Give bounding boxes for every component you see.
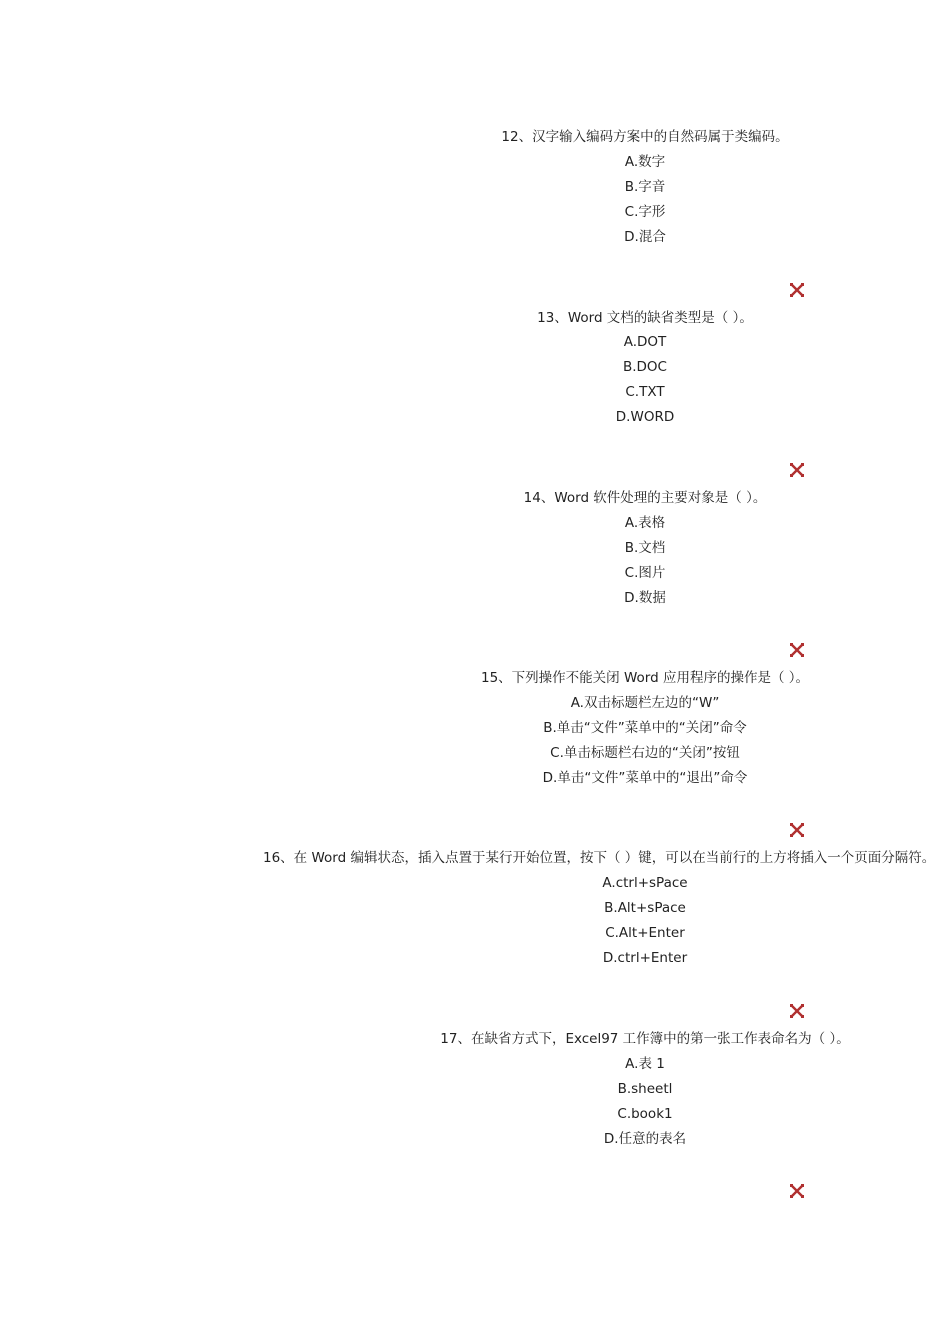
option-b: B.字音	[624, 179, 666, 195]
option-b: B.Alt+sPace	[604, 900, 686, 916]
option-d: D.WORD	[615, 409, 675, 425]
option-d: D.数据	[624, 590, 666, 606]
wrong-cross-icon	[790, 1184, 804, 1198]
option-c: C.单击标题栏右边的“关闭”按钮	[550, 745, 740, 761]
wrong-cross-icon	[790, 463, 804, 477]
option-c: C.book1	[617, 1106, 673, 1122]
wrong-cross-icon	[790, 823, 804, 837]
option-d: D.任意的表名	[603, 1131, 687, 1147]
option-a: A.ctrl+sPace	[602, 875, 688, 891]
question-stem: 14、Word 软件处理的主要对象是（ ）。	[523, 490, 767, 506]
option-c: C.TXT	[625, 384, 665, 400]
wrong-cross-icon	[790, 643, 804, 657]
option-b: B.DOC	[622, 359, 667, 375]
question-stem: 13、Word 文档的缺省类型是（ ）。	[537, 310, 753, 326]
option-a: A.表 1	[625, 1056, 665, 1072]
option-c: C.图片	[624, 565, 666, 581]
option-d: D.混合	[624, 229, 666, 245]
option-b: B.文档	[624, 540, 666, 556]
option-a: A.双击标题栏左边的“W”	[570, 695, 720, 711]
question-stem: 17、在缺省方式下，Excel97 工作簿中的第一张工作表命名为（ ）。	[440, 1031, 850, 1047]
option-c: C.字形	[624, 204, 666, 220]
option-b: B.单击“文件”菜单中的“关闭”命令	[543, 720, 747, 736]
wrong-cross-icon	[790, 1004, 804, 1018]
option-a: A.DOT	[623, 334, 667, 350]
option-d: D.单击“文件”菜单中的“退出”命令	[542, 770, 748, 786]
question-stem: 16、在 Word 编辑状态，插入点置于某行开始位置，按下（ ）键，可以在当前行的上方将插入一个页面分隔符。	[263, 850, 936, 866]
option-b: B.sheetl	[617, 1081, 673, 1097]
option-c: C.Alt+Enter	[605, 925, 685, 941]
option-d: D.ctrl+Enter	[602, 950, 688, 966]
option-a: A.数字	[624, 154, 666, 170]
question-stem: 15、下列操作不能关闭 Word 应用程序的操作是（ ）。	[480, 670, 809, 686]
option-a: A.表格	[624, 515, 666, 531]
wrong-cross-icon	[790, 283, 804, 297]
question-stem: 12、汉字输入编码方案中的自然码属于类编码。	[501, 129, 789, 145]
